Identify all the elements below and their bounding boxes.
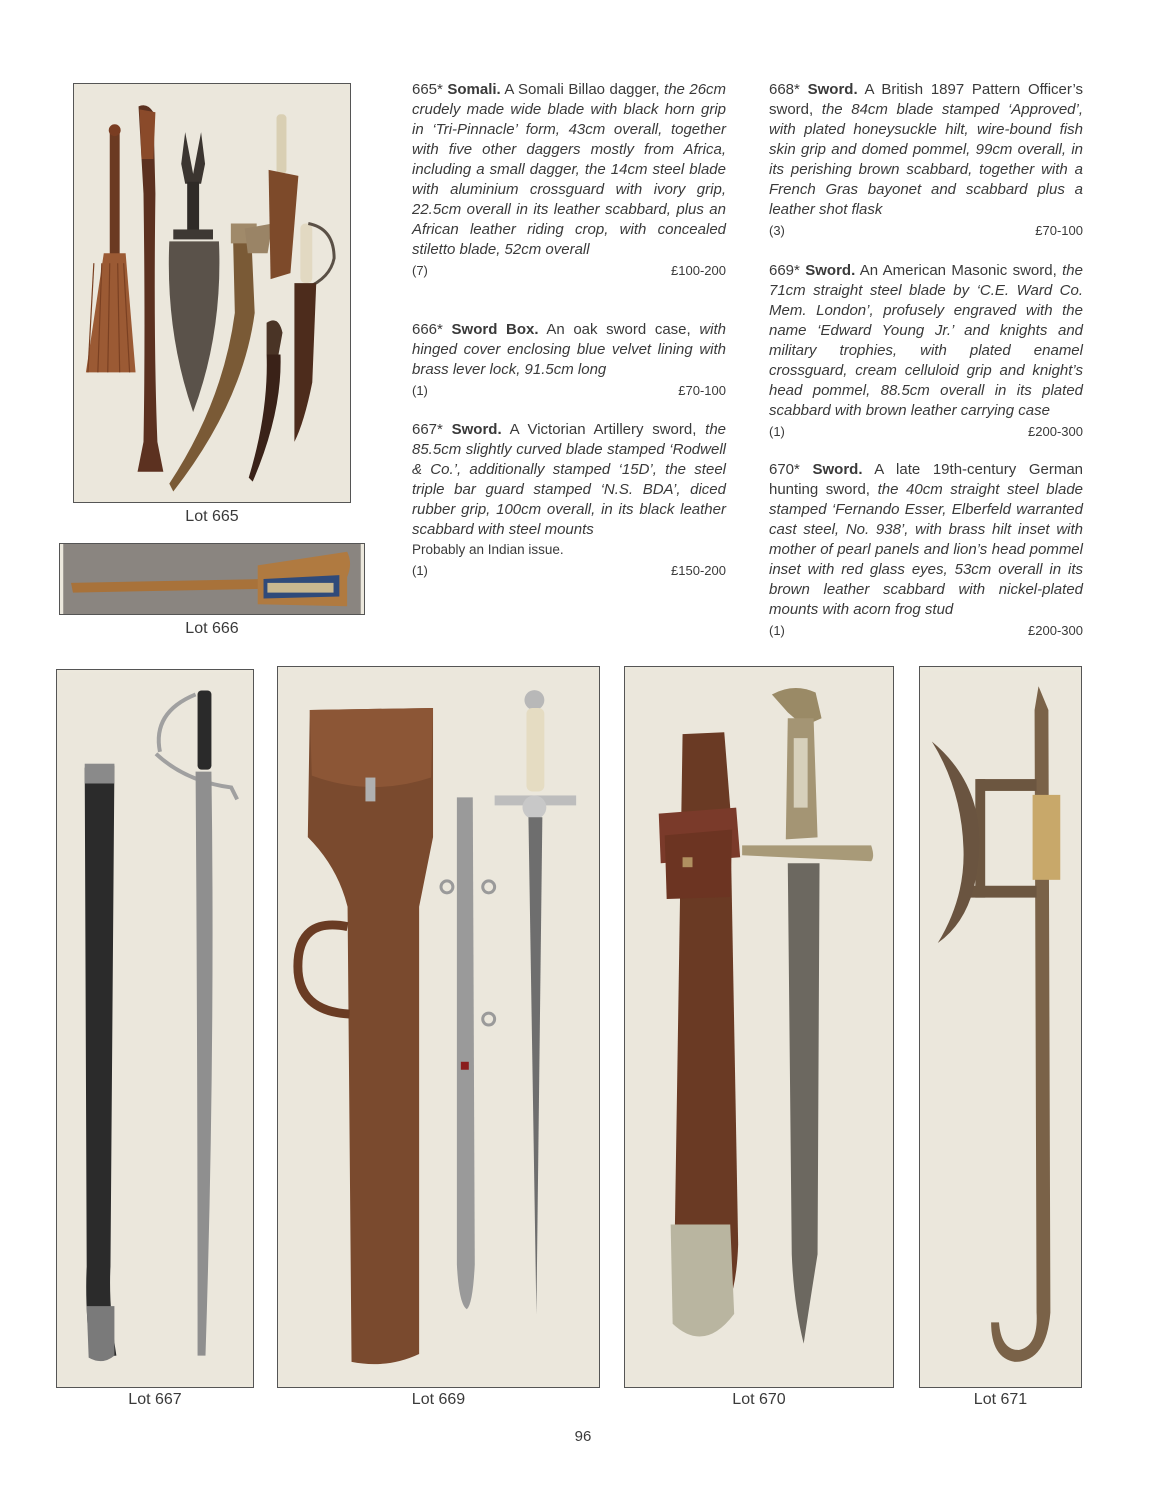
caption-lot-670: Lot 670 (732, 1391, 786, 1408)
lot-estimate: £200-300 (1028, 623, 1083, 638)
lot-estimate: £70-100 (678, 383, 726, 398)
hunting-sword-illustration (625, 667, 893, 1387)
artillery-sword-illustration (57, 670, 253, 1387)
caption-lot-665: Lot 665 (185, 508, 239, 525)
lot-entry-668 (769, 80, 1083, 241)
lot-title: Sword. (807, 81, 858, 98)
lot-estimate: £150-200 (671, 563, 726, 578)
lot-entry-667 (412, 420, 726, 581)
lot-note: Probably an Indian issue. (412, 542, 564, 557)
caption-lot-667: Lot 667 (128, 1391, 182, 1408)
lot-entry-670 (769, 460, 1083, 641)
lot-estimate: £100-200 (671, 263, 726, 278)
lot-quantity: (1) (412, 383, 428, 398)
lot-number: 668* (769, 81, 800, 98)
lot-estimate: £70-100 (1035, 223, 1083, 238)
hook-sword-illustration (920, 667, 1081, 1387)
lot-lead: A Somali Billao dagger, (504, 81, 660, 98)
lot-description: the 26cm crudely made wide blade with black horn grip in ‘Tri-Pinnacle’ form, 43cm overall, together with five other daggers mostly from Africa, including a small dagger, the 14cm steel blade with aluminium crossguard with ivory grip, 22.5cm overall in its leather scabbard, plus an African leather riding crop, with concealed stiletto blade, 52cm overall (412, 81, 727, 258)
lot-title: Somali. (447, 81, 501, 98)
lot-quantity: (1) (412, 563, 428, 578)
masonic-sword-illustration (278, 667, 599, 1387)
photo-lot-667 (56, 669, 254, 1388)
lot-quantity: (1) (769, 623, 785, 638)
lot-number: 665* (412, 81, 443, 98)
photo-lot-671 (919, 666, 1082, 1388)
lot-lead: An oak sword case, (546, 321, 691, 338)
lot-quantity: (1) (769, 424, 785, 439)
lot-description: the 71cm straight steel blade by ‘C.E. Ward Co. Mem. London’, profusely engraved with the name ‘Edward Young Jr.’ and knights and military trophies, with plated enamel crossguard, cream celluloid grip and knight’s head pommel, 88.5cm overall in its plated scabbard with brown leather carrying case (769, 262, 1083, 419)
lot-lead: A Victorian Artillery sword, (509, 421, 697, 438)
lot-title: Sword. (451, 421, 502, 438)
sword-box-illustration (60, 544, 364, 614)
caption-lot-666: Lot 666 (185, 620, 239, 637)
page-number: 96 (574, 1428, 592, 1445)
lot-lead: A British 1897 Pattern Officer’s sword, (769, 81, 1084, 118)
lot-estimate: £200-300 (1028, 424, 1083, 439)
lot-title: Sword Box. (451, 321, 539, 338)
lot-lead: An American Masonic sword, (859, 262, 1057, 279)
photo-lot-666 (59, 543, 365, 615)
lot-quantity: (3) (769, 223, 785, 238)
daggers-illustration (74, 84, 350, 502)
lot-number: 666* (412, 321, 443, 338)
lot-title: Sword. (812, 461, 863, 478)
lot-description: the 84cm blade stamped ‘Approved’, with plated honeysuckle hilt, wire-bound fish skin grip and domed pommel, 99cm overall, in its perishing brown scabbard, together with a French Gras bayonet and scabbard plus a leather shot flask (769, 101, 1084, 218)
lot-description: with hinged cover enclosing blue velvet lining with brass lever lock, 91.5cm long (412, 321, 727, 378)
lot-number: 670* (769, 461, 800, 478)
lot-entry-665 (412, 80, 726, 281)
lot-lead: A late 19th-century German hunting sword, (769, 461, 1084, 498)
lot-entry-669 (769, 261, 1083, 442)
lot-number: 667* (412, 421, 443, 438)
lot-description: the 40cm straight steel blade stamped ‘Fernando Esser, Elberfeld warranted cast steel, No. 938’, with brass hilt inset with mother of pearl panels and lion’s head pommel inset with red glass eyes, 53cm overall in its brown leather scabbard with nickel-plated mounts with acorn frog stud (769, 481, 1084, 618)
lot-description: the 85.5cm slightly curved blade stamped ‘Rodwell & Co.’, additionally stamped ‘15D’, the steel triple bar guard stamped ‘N.S. BDA’, diced rubber grip, 100cm overall, in its black leather scabbard with steel mounts (412, 421, 727, 538)
caption-lot-671: Lot 671 (973, 1391, 1028, 1408)
lot-number: 669* (769, 262, 800, 279)
photo-lot-665 (73, 83, 351, 503)
photo-lot-669 (277, 666, 600, 1388)
lot-title: Sword. (805, 262, 856, 279)
photo-lot-670 (624, 666, 894, 1388)
caption-lot-669: Lot 669 (411, 1391, 466, 1408)
lot-entry-666 (412, 320, 726, 401)
lot-quantity: (7) (412, 263, 428, 278)
